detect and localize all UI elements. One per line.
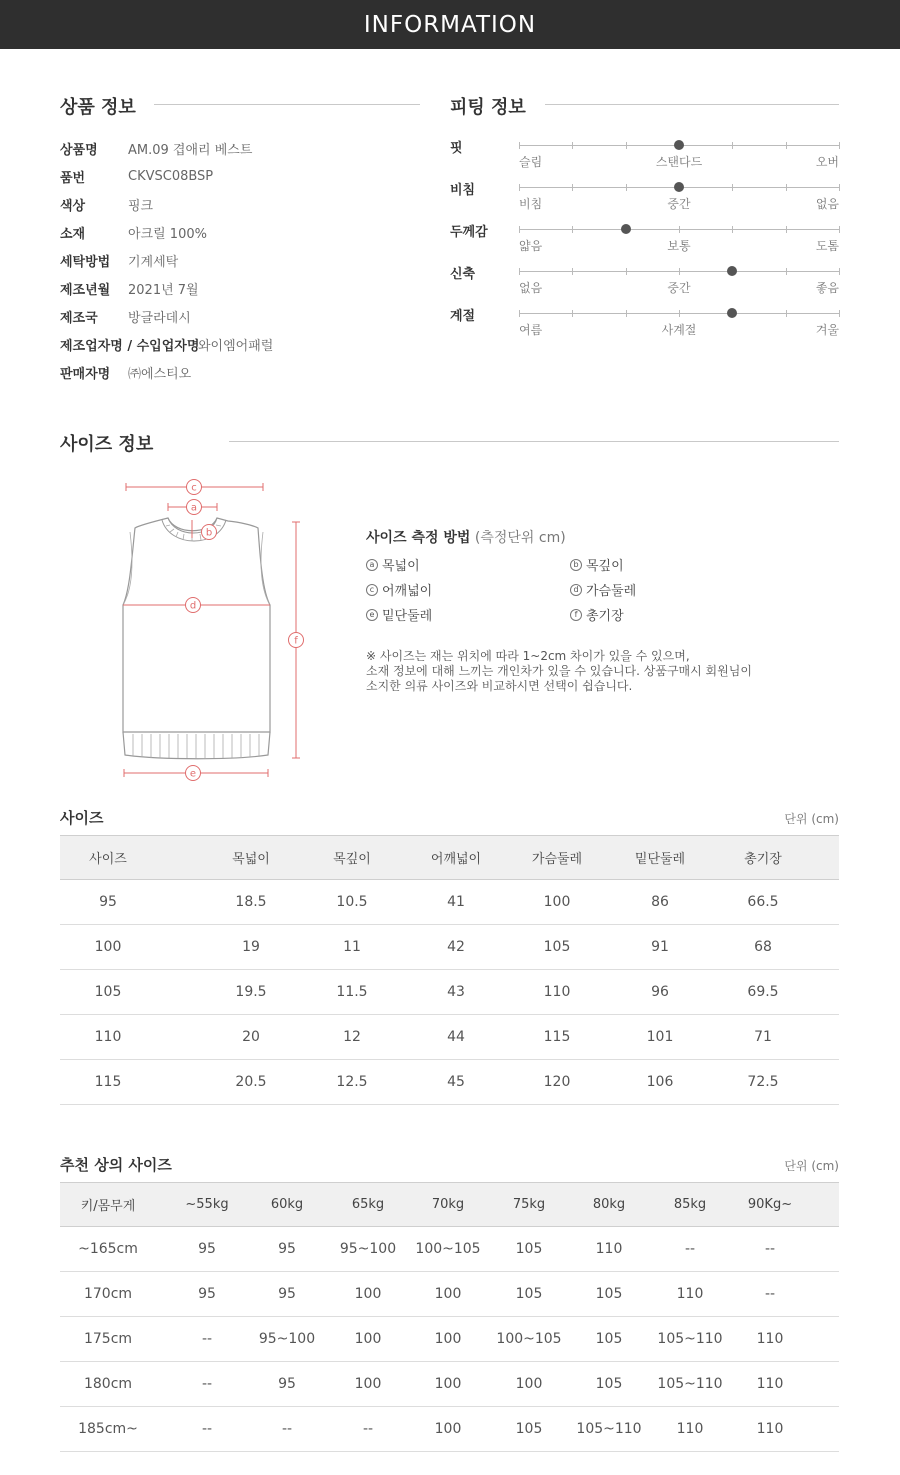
fitting-center-label: 사계절 [661,323,697,337]
table-cell: -- [764,1241,776,1257]
table-row [60,1060,839,1105]
product-info-row [60,138,253,158]
product-info-row [60,278,199,298]
table-cell: -- [362,1421,374,1437]
table-cell: 185cm~ [78,1421,138,1437]
table-cell: 120 [543,1074,571,1090]
table-cell: 115 [94,1074,122,1090]
table-row [60,1015,839,1060]
fitting-label: 계절 [450,309,476,324]
fitting-marker [727,266,737,276]
page-header [0,0,900,49]
table-cell: 18.5 [235,894,267,910]
fitting-right-label: 도톰 [815,239,839,253]
table-cell: -- [201,1376,213,1392]
fitting-tick [839,142,840,149]
recommend_table-header-row [60,1182,839,1227]
measure-label: 밑단둘레 [382,609,433,624]
fitting-info-title: 피팅 정보 [450,97,526,118]
recommend-table-title: 추천 상의 사이즈 [60,1156,172,1174]
table-cell: 95 [198,1241,216,1257]
table-cell: 95 [278,1241,296,1257]
table-cell: 95~100 [258,1331,316,1347]
fitting-marker [674,140,684,150]
fitting-marker [727,308,737,318]
table-row [60,880,839,925]
table-cell: 42 [447,939,465,955]
measure-label: 총기장 [586,609,624,624]
table-row [60,1227,839,1272]
product-info-label: 제조업자명 / 수입업자명 [60,338,200,354]
diagram-letter-d: d [189,600,197,612]
table-cell: 175cm [83,1331,133,1347]
fitting-tick [519,310,520,317]
table-cell: 110 [756,1331,784,1347]
table-cell: 100 [543,894,571,910]
measure-title-text: 사이즈 측정 방법 [366,530,471,546]
table-cell: 100 [354,1331,382,1347]
table-cell: 110 [676,1286,704,1302]
measure-letter-icon: b [570,559,582,571]
measure-item-a [366,555,420,574]
diagram-letter-f: f [294,635,298,647]
table-cell: 105 [515,1286,543,1302]
size_table-header-cell: 목넓이 [232,852,270,867]
fitting-left-label: 없음 [519,281,543,295]
size_table-header-row [60,835,839,880]
recommend_table-header-cell: 65kg [351,1197,385,1212]
table-cell: 12.5 [336,1074,368,1090]
recommend_table-header-cell: 90Kg~ [747,1197,793,1212]
fitting-label: 비침 [450,183,476,198]
product-info-label: 제조국 [60,310,98,326]
table-row [60,925,839,970]
measure-item-e [366,605,432,624]
fitting-tick [732,226,733,233]
table-cell: 95~100 [339,1241,397,1257]
table-cell: -- [764,1286,776,1302]
fitting-tick [626,268,627,275]
product-info-row [60,250,179,270]
table-cell: 100~105 [496,1331,562,1347]
size_table-header-cell: 가슴둘레 [531,852,583,867]
fitting-right-label: 좋음 [815,281,839,295]
measure-item-f [570,605,624,624]
fitting-label: 두께감 [450,225,488,240]
fitting-tick [572,184,573,191]
table-cell: 180cm [83,1376,133,1392]
recommend-table-unit: 단위 (cm) [784,1159,839,1173]
table-row [60,1407,839,1452]
fitting-tick [839,184,840,191]
table-cell: 20 [242,1029,260,1045]
header-title: INFORMATION [363,11,537,38]
recommend_table-header-cell: 85kg [673,1197,707,1212]
fitting-tick [519,142,520,149]
table-cell: 110 [756,1376,784,1392]
measure-method-title [366,527,566,547]
table-row [60,1362,839,1407]
table-cell: 69.5 [747,984,779,1000]
table-cell: 110 [676,1421,704,1437]
vest-diagram [100,470,320,790]
product-info-label: 상품명 [60,142,98,158]
fitting-tick [839,310,840,317]
size_table-header-cell: 총기장 [744,852,782,867]
product-info-value: 방글라데시 [128,310,191,326]
table-cell: 19 [242,939,260,955]
size-table-title: 사이즈 [60,809,104,827]
table-cell: 110 [543,984,571,1000]
product-info-value: ㈜에스티오 [128,366,192,382]
recommend_table-header-cell: 60kg [270,1197,304,1212]
table-cell: 105 [595,1331,623,1347]
fitting-tick [679,310,680,317]
fitting-tick [626,184,627,191]
table-row [60,970,839,1015]
product-info-value: 2021년 7월 [128,282,199,298]
diagram-letter-a: a [190,502,198,514]
product-info-label: 소재 [60,226,86,242]
fitting-info-divider [545,104,839,105]
fitting-tick [786,184,787,191]
size-table-unit: 단위 (cm) [784,812,839,826]
product-info-value: 아크릴 100% [128,226,207,242]
fitting-scale [519,271,839,272]
product-info-divider [154,104,420,105]
measure-item-d [570,580,636,599]
table-cell: 91 [651,939,669,955]
table-cell: 105~110 [657,1376,723,1392]
recommend_table-header-cell: 70kg [431,1197,465,1212]
fitting-scale [519,229,839,230]
table-cell: 100 [434,1286,462,1302]
table-cell: -- [684,1241,696,1257]
table-row [60,1317,839,1362]
table-cell: 110 [94,1029,122,1045]
product-info-value: AM.09 겹애리 베스트 [128,142,253,158]
table-cell: 45 [447,1074,465,1090]
table-cell: 105 [515,1421,543,1437]
table-cell: 100 [354,1286,382,1302]
table-cell: 105~110 [657,1331,723,1347]
fitting-right-label: 오버 [815,155,839,169]
measure-letter-icon: a [366,559,378,571]
table-cell: 100~105 [415,1241,481,1257]
product-info-label: 판매자명 [60,366,111,382]
table-cell: 110 [756,1421,784,1437]
table-cell: 100 [434,1376,462,1392]
fitting-tick [786,268,787,275]
table-cell: 100 [515,1376,543,1392]
fitting-tick [626,310,627,317]
size_table-header-cell: 어깨넓이 [430,852,482,867]
table-cell: 66.5 [747,894,779,910]
table-cell: 110 [595,1241,623,1257]
fitting-tick [572,268,573,275]
table-cell: 101 [646,1029,674,1045]
product-info-label: 세탁방법 [60,254,111,270]
fitting-tick [572,142,573,149]
table-cell: -- [281,1421,293,1437]
fitting-tick [679,268,680,275]
diagram-letter-e: e [189,768,197,780]
table-cell: 100 [434,1421,462,1437]
product-info-value: 기계세탁 [128,254,179,270]
size_table-header-cell: 목깊이 [333,852,371,867]
fitting-tick [626,142,627,149]
table-cell: 105 [94,984,122,1000]
size-note-line-3: 소지한 의류 사이즈와 비교하시면 선택이 쉽습니다. [366,679,633,693]
size-info-title: 사이즈 정보 [60,434,154,455]
table-cell: 170cm [83,1286,133,1302]
size-note-line-1: ※ 사이즈는 재는 위치에 따라 1~2cm 차이가 있을 수 있으며, [366,649,690,663]
measure-label: 목넓이 [382,559,420,574]
measure-label: 목깊이 [586,559,624,574]
measure-label: 어깨넓이 [382,584,433,599]
table-cell: 115 [543,1029,571,1045]
table-cell: 43 [447,984,465,1000]
table-row [60,1272,839,1317]
table-cell: -- [201,1331,213,1347]
table-cell: 12 [343,1029,361,1045]
measure-item-c [366,580,432,599]
table-cell: 71 [754,1029,772,1045]
fitting-marker [621,224,631,234]
table-cell: -- [201,1421,213,1437]
size-note-line-2: 소재 정보에 대해 느끼는 개인차가 있을 수 있습니다. 상품구매시 회원님이 [366,664,752,678]
product-info-value: CKVSC08BSP [128,168,214,184]
fitting-tick [679,226,680,233]
fitting-right-label: 없음 [815,197,839,211]
table-cell: 106 [646,1074,674,1090]
product-info-row [60,334,274,354]
table-cell: 95 [198,1286,216,1302]
fitting-label: 신축 [450,267,476,282]
fitting-scale [519,187,839,188]
table-cell: 72.5 [747,1074,779,1090]
table-cell: 96 [651,984,669,1000]
product-info-row [60,306,191,326]
table-cell: 11 [343,939,361,955]
table-cell: 11.5 [336,984,368,1000]
size-table [60,835,839,1105]
recommend_table-header-cell: ~55kg [185,1197,229,1212]
fitting-scale [519,145,839,146]
measure-letter-icon: d [570,584,582,596]
fitting-tick [572,226,573,233]
table-cell: 105 [543,939,571,955]
table-cell: 105 [595,1286,623,1302]
table-cell: 19.5 [235,984,267,1000]
recommend_table-header-cell: 80kg [592,1197,626,1212]
table-cell: 95 [278,1286,296,1302]
fitting-tick [732,184,733,191]
fitting-left-label: 얇음 [519,239,543,253]
table-cell: 105~110 [576,1421,642,1437]
table-cell: 68 [754,939,772,955]
measure-letter-icon: f [570,609,582,621]
table-cell: 86 [651,894,669,910]
table-cell: 105 [595,1376,623,1392]
product-info-value: 와이엠어패럴 [198,338,274,354]
table-cell: 10.5 [336,894,368,910]
table-cell: 20.5 [235,1074,267,1090]
fitting-left-label: 슬림 [519,155,543,169]
fitting-tick [572,310,573,317]
fitting-center-label: 보통 [667,239,691,253]
table-cell: 100 [94,939,122,955]
fitting-tick [839,226,840,233]
fitting-center-label: 중간 [667,197,691,211]
table-cell: 105 [515,1241,543,1257]
fitting-tick [519,226,520,233]
fitting-tick [519,268,520,275]
fitting-center-label: 스탠다드 [655,155,703,169]
measure-letter-icon: c [366,584,378,596]
measure-item-b [570,555,624,574]
product-info-label: 제조년월 [60,282,111,298]
product-info-row [60,362,192,382]
recommend-table [60,1182,839,1452]
measure-letter-icon: e [366,609,378,621]
product-info-row [60,222,207,242]
fitting-tick [786,310,787,317]
diagram-letter-b: b [205,527,213,539]
product-info-label: 품번 [60,170,86,186]
diagram-letter-c: c [191,482,197,494]
product-info-label: 색상 [60,198,86,214]
fitting-scale [519,313,839,314]
size-info-divider [229,441,839,442]
fitting-tick [786,142,787,149]
table-cell: 95 [278,1376,296,1392]
table-cell: 41 [447,894,465,910]
measure-unit-text: (측정단위 cm) [474,530,566,546]
fitting-label: 핏 [450,141,463,156]
recommend_table-header-cell: 75kg [512,1197,546,1212]
measure-label: 가슴둘레 [586,584,637,599]
fitting-tick [839,268,840,275]
fitting-left-label: 여름 [519,323,543,337]
table-cell: 100 [434,1331,462,1347]
recommend_table-header-cell: 키/몸무게 [80,1199,136,1214]
fitting-right-label: 겨울 [815,323,839,337]
product-info-title: 상품 정보 [60,97,136,118]
fitting-tick [732,142,733,149]
size_table-header-cell: 밑단둘레 [634,852,686,867]
fitting-marker [674,182,684,192]
table-cell: ~165cm [78,1241,138,1257]
fitting-tick [519,184,520,191]
product-info-row [60,166,214,186]
product-info-row [60,194,154,214]
fitting-center-label: 중간 [667,281,691,295]
table-cell: 100 [354,1376,382,1392]
product-info-value: 핑크 [128,198,154,214]
fitting-tick [786,226,787,233]
fitting-left-label: 비침 [519,197,543,211]
table-cell: 95 [99,894,117,910]
table-cell: 44 [447,1029,465,1045]
size_table-header-cell: 사이즈 [89,852,127,867]
